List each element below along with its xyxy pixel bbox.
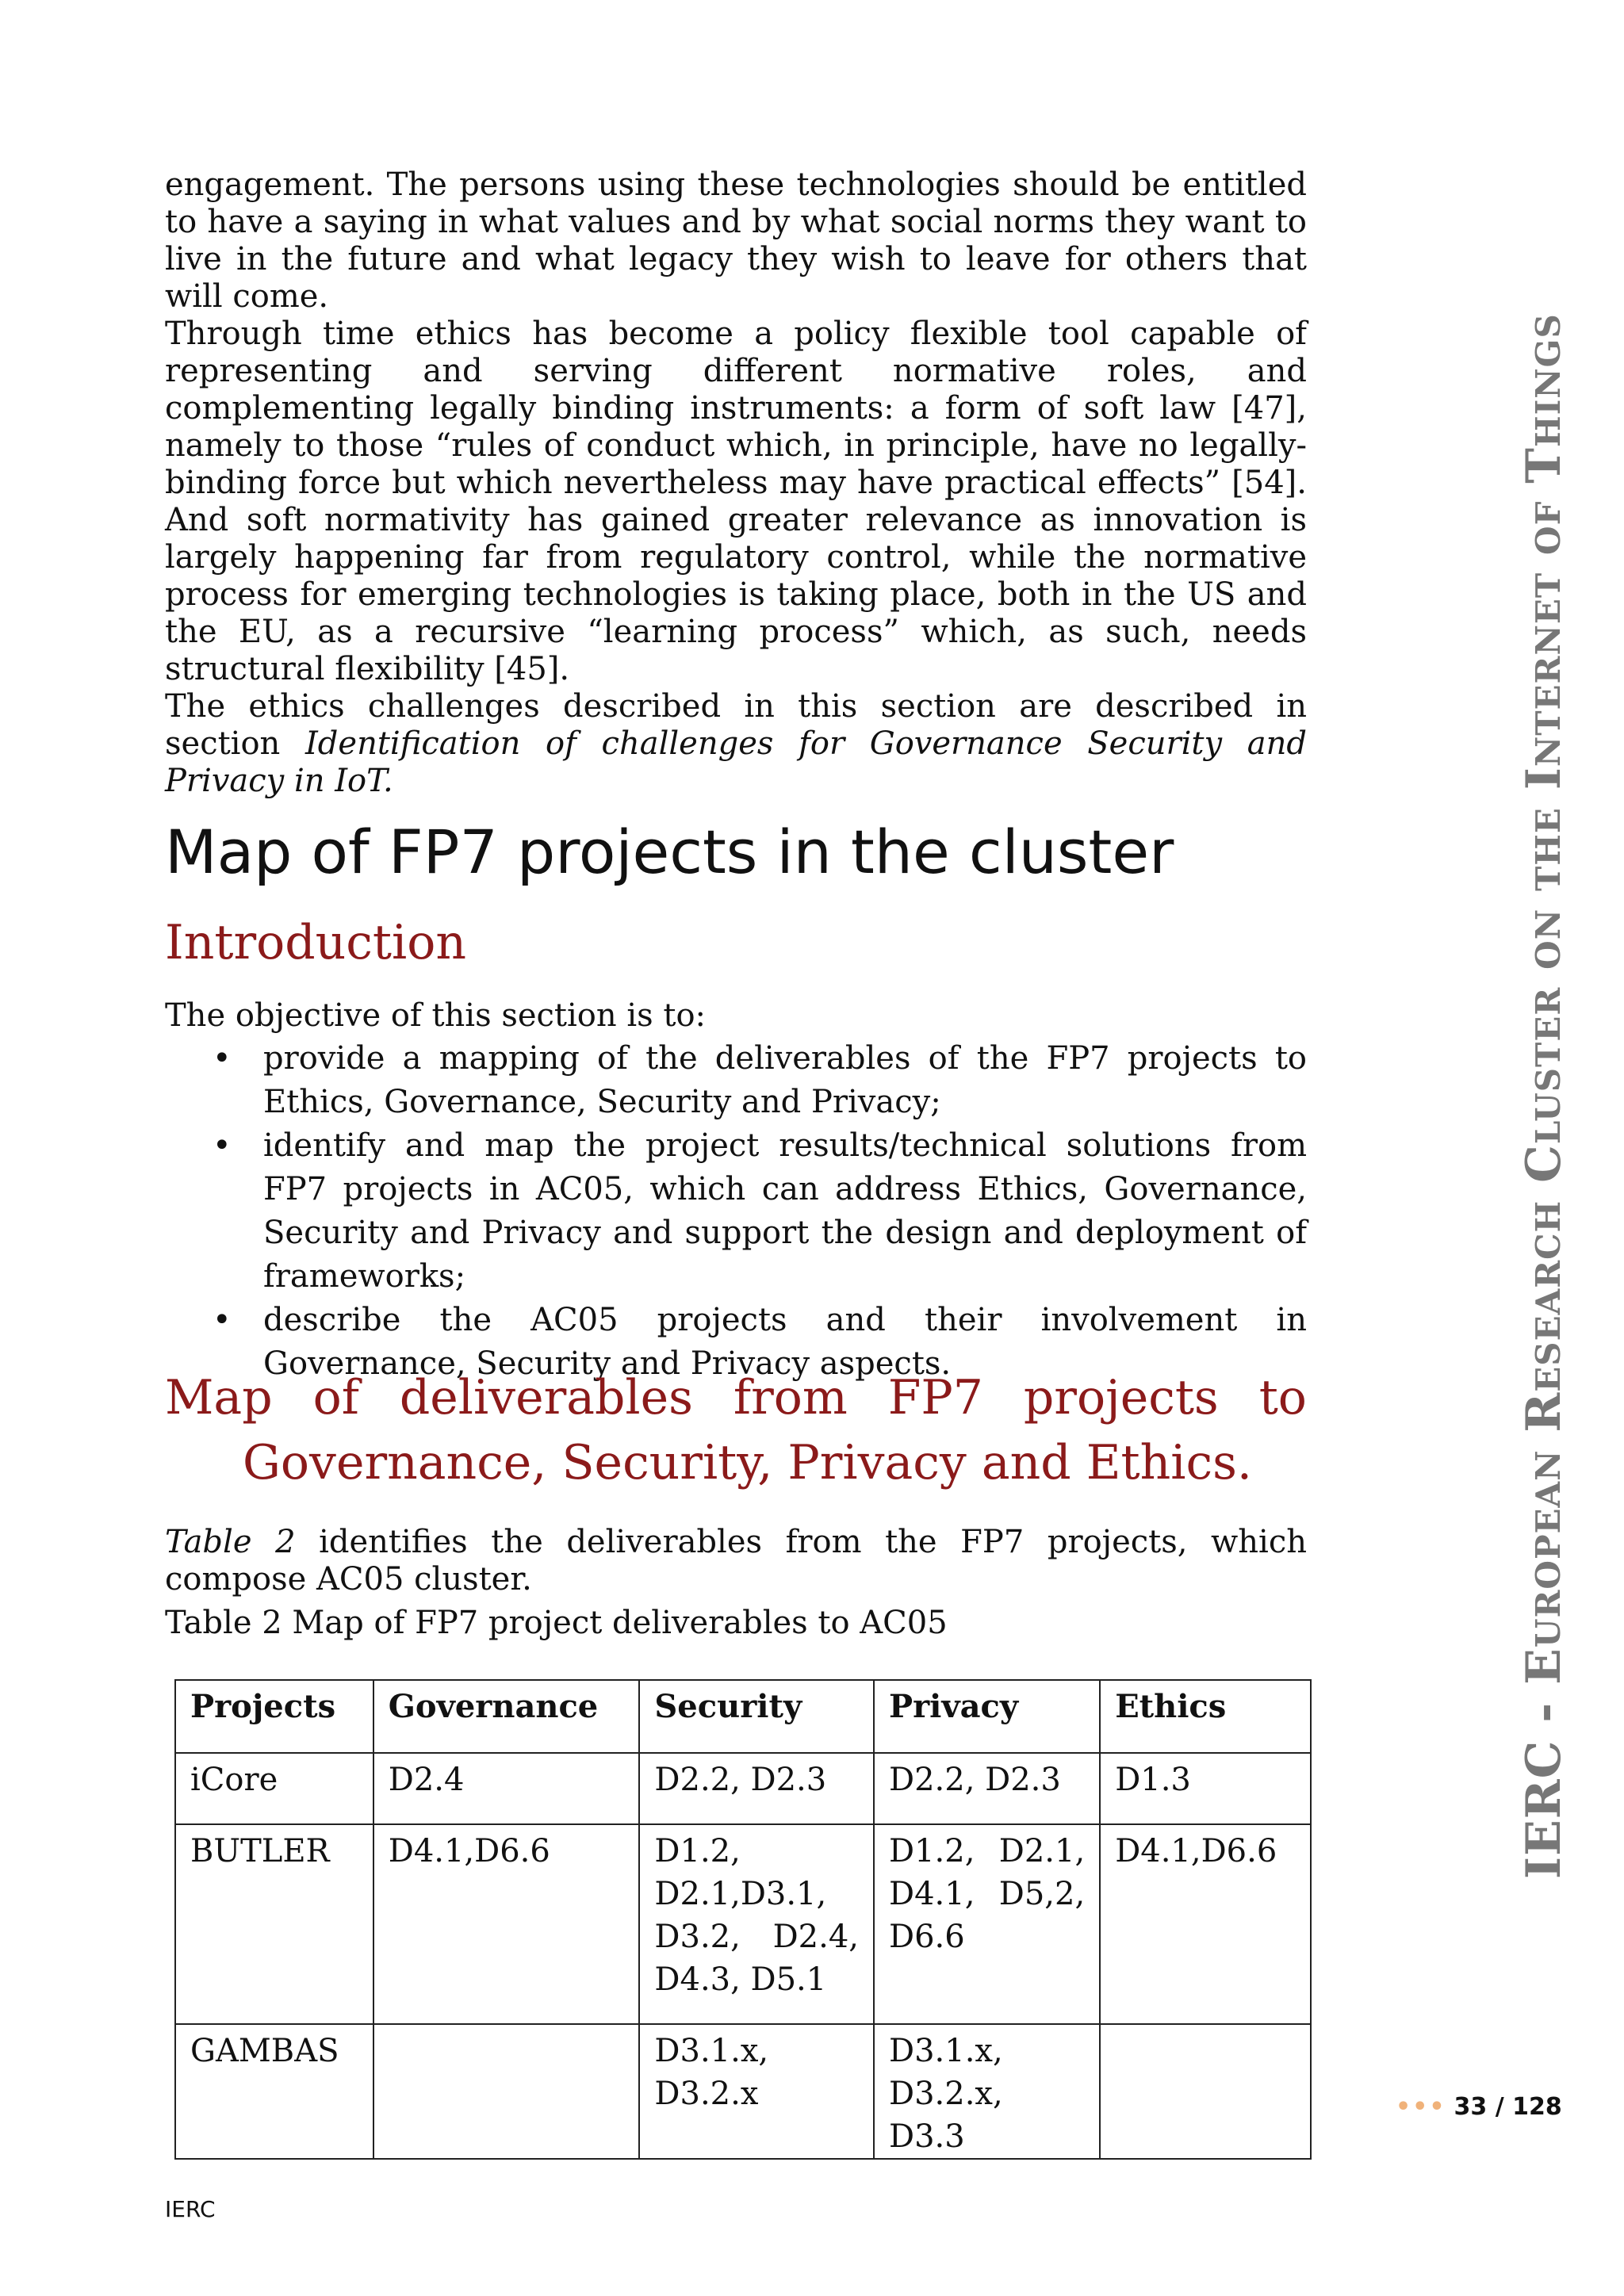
table-reference: Table 2 (165, 1524, 296, 1560)
table-cell: D2.4 (373, 1753, 640, 1824)
table-cell: GAMBAS (175, 2024, 373, 2159)
header-security: Security (639, 1680, 874, 1753)
table-cell: D2.2, D2.3 (874, 1753, 1100, 1824)
heading-word: from (733, 1370, 848, 1425)
heading-word: projects (1023, 1370, 1219, 1425)
header-projects: Projects (175, 1680, 373, 1753)
map-deliverables-heading (165, 1365, 1307, 1495)
table-header-row (175, 1680, 1311, 1753)
table-caption: Table 2 Map of FP7 project deliverables to AC05 (165, 1605, 948, 1641)
list-item: • describe the AC05 projects and their involvement in Governance, Security and Privacy aspects. (165, 1299, 1307, 1386)
table-row (175, 1753, 1311, 1824)
side-running-title: IERC - European Research Cluster on the Internet of Things (1516, 313, 1572, 1879)
table-cell: D1.3 (1100, 1753, 1311, 1824)
table-cell: iCore (175, 1753, 373, 1824)
objective-list (165, 1037, 1307, 1386)
table-cell: D3.1.x, D3.2.x (639, 2024, 874, 2159)
section-reference: Identification of challenges for Governance Security and Privacy in IoT. (165, 725, 1307, 799)
heading-word: of (312, 1370, 359, 1425)
table-cell (1100, 2024, 1311, 2159)
objective-lead: The objective of this section is to: (165, 997, 707, 1034)
list-item: • identify and map the project results/technical solutions from FP7 projects in AC05, which can address Ethics, Governance, Security and Privacy and support the design and deployment of frameworks; (165, 1124, 1307, 1299)
heading-word: to (1258, 1370, 1307, 1425)
table-cell: D1.2, D2.1,D3.1, D3.2, D2.4, D4.3, D5.1 (639, 1824, 874, 2024)
table-intro-text: identifies the deliverables from the FP7 projects, which compose AC05 cluster. (165, 1524, 1308, 1598)
page-number (1396, 2093, 1562, 2121)
section-title: Map of FP7 projects in the cluster (165, 817, 1174, 887)
deliverables-table (174, 1679, 1312, 2160)
map-heading-line-1 (165, 1365, 1307, 1430)
table-cell: BUTLER (175, 1824, 373, 2024)
paragraph-3-text: The ethics challenges described in this section are described in section (165, 688, 1307, 762)
paragraph-3 (165, 688, 1307, 800)
table-row (175, 2024, 1311, 2159)
heading-word: FP7 (887, 1370, 983, 1425)
table-cell (373, 2024, 640, 2159)
table-row (175, 1824, 1311, 2024)
table-cell: D2.2, D2.3 (639, 1753, 874, 1824)
heading-word: deliverables (399, 1370, 693, 1425)
table-cell: D4.1,D6.6 (373, 1824, 640, 2024)
table-cell: D1.2, D2.1, D4.1, D5,2, D6.6 (874, 1824, 1100, 2024)
heading-word: Map (165, 1370, 273, 1425)
paragraph-2: Through time ethics has become a policy flexible tool capable of representing and serving different normative roles, and complementing legally binding instruments: a form of soft law [47], namely to those “rules of conduct which, in principle, have no legally-binding force but which nevertheless may have practical effects” [54]. And soft normativity has gained greater relevance as innovation is largely happening far from regulatory control, while the normative process for emerging technologies is taking place, both in the US and the EU, as a recursive “learning process” which, as such, needs structural flexibility [45]. (165, 316, 1307, 687)
page-number-text: 33 / 128 (1454, 2093, 1562, 2121)
table-cell: D3.1.x, D3.2.x, D3.3 (874, 2024, 1100, 2159)
list-item: • provide a mapping of the deliverables of the FP7 projects to Ethics, Governance, Security and Privacy; (165, 1037, 1307, 1124)
decorative-dots-icon: ••• (1396, 2093, 1446, 2121)
header-governance: Governance (373, 1680, 640, 1753)
page-footer: IERC (165, 2196, 216, 2222)
header-privacy: Privacy (874, 1680, 1100, 1753)
table-intro (165, 1524, 1307, 1598)
table-cell: D4.1,D6.6 (1100, 1824, 1311, 2024)
paragraph-1: engagement. The persons using these technologies should be entitled to have a saying in what values and by what social norms they want to live in the future and what legacy they wish to leave for others that will come. (165, 166, 1307, 315)
introduction-heading: Introduction (165, 915, 466, 970)
header-ethics: Ethics (1100, 1680, 1311, 1753)
map-heading-line-2: Governance, Security, Privacy and Ethics. (243, 1435, 1252, 1490)
